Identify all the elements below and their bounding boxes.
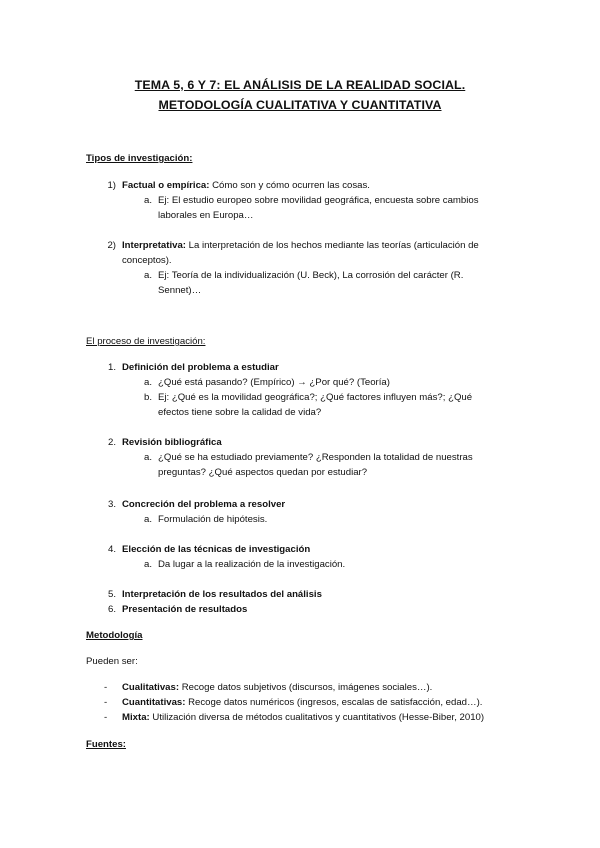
step-title: Definición del problema a estudiar [122, 362, 279, 373]
step-number: 2. [107, 437, 116, 448]
sub-letter: a. [144, 559, 153, 570]
sub-letter: a. [144, 452, 153, 463]
bullet-dash: - [104, 682, 108, 693]
step-number: 1. [107, 362, 116, 373]
sub-letter: a. [144, 195, 153, 206]
term: Factual o empírica: [122, 180, 210, 191]
list-number: 2) [107, 240, 116, 251]
description: La interpretación de los hechos mediante las teorías (articulación de [185, 240, 479, 251]
list-item-continuation: conceptos). [122, 255, 172, 266]
step-title: Interpretación de los resultados del análisis [122, 589, 322, 600]
section-heading-tipos: Tipos de investigación: [86, 153, 193, 164]
term: Cualitativas: [122, 682, 180, 693]
bullet-dash: - [104, 697, 108, 708]
sub-item-text: Ej: ¿Qué es la movilidad geográfica?; ¿Qué factores influyen más?; ¿Qué [158, 392, 473, 403]
sub-item-text: Ej: El estudio europeo sobre movilidad geográfica, encuesta sobre cambios [158, 195, 479, 206]
list-item [122, 180, 370, 191]
list-item [122, 712, 484, 723]
step-number: 3. [107, 499, 116, 510]
bullet-dash: - [104, 712, 108, 723]
description: Recoge datos subjetivos (discursos, imágenes sociales…). [179, 682, 433, 693]
sub-item-text: efectos tiene sobre la calidad de vida? [158, 407, 322, 418]
step-number: 6. [107, 604, 116, 615]
sub-item-text: Ej: Teoría de la individualización (U. Beck), La corrosión del carácter (R. [158, 270, 464, 281]
sub-item-text: Sennet)… [158, 285, 202, 296]
list-number: 1) [107, 180, 116, 191]
list-item [122, 240, 479, 251]
sub-item-text: laborales en Europa… [158, 210, 254, 221]
step-number: 4. [107, 544, 116, 555]
description: Recoge datos numéricos (ingresos, escalas de satisfacción, edad…). [185, 697, 483, 708]
term: Mixta: [122, 712, 150, 723]
term: Interpretativa: [122, 240, 186, 251]
list-item [122, 697, 482, 708]
section-heading-metodologia: Metodología [86, 630, 143, 641]
sub-item-text: ¿Qué se ha estudiado previamente? ¿Responden la totalidad de nuestras [158, 452, 473, 463]
sub-letter: a. [144, 270, 153, 281]
sub-item-text: preguntas? ¿Qué aspectos quedan por estudiar? [158, 467, 368, 478]
sub-letter: a. [144, 377, 153, 388]
sub-item-text: Formulación de hipótesis. [158, 514, 268, 525]
step-title: Revisión bibliográfica [122, 437, 222, 448]
section-heading-proceso: El proceso de investigación: [86, 336, 206, 347]
step-title: Concreción del problema a resolver [122, 499, 286, 510]
step-number: 5. [107, 589, 116, 600]
sub-letter: b. [144, 392, 153, 403]
sub-item-text: ¿Qué está pasando? (Empírico) → ¿Por qué? (Teoría) [158, 377, 390, 388]
sub-letter: a. [144, 514, 153, 525]
description: Cómo son y cómo ocurren las cosas. [209, 180, 370, 191]
step-title: Elección de las técnicas de investigación [122, 544, 311, 555]
list-item [122, 682, 432, 693]
title-line-1: TEMA 5, 6 Y 7: EL ANÁLISIS DE LA REALIDAD SOCIAL. [134, 78, 466, 92]
step-title: Presentación de resultados [122, 604, 248, 615]
term: Cuantitativas: [122, 697, 186, 708]
title-line-2: METODOLOGÍA CUALITATIVA Y CUANTITATIVA [158, 98, 442, 112]
metodologia-intro: Pueden ser: [86, 656, 138, 667]
sub-item-text: Da lugar a la realización de la investigación. [158, 559, 346, 570]
section-heading-fuentes: Fuentes: [86, 739, 126, 750]
description: Utilización diversa de métodos cualitativos y cuantitativos (Hesse-Biber, 2010) [149, 712, 485, 723]
